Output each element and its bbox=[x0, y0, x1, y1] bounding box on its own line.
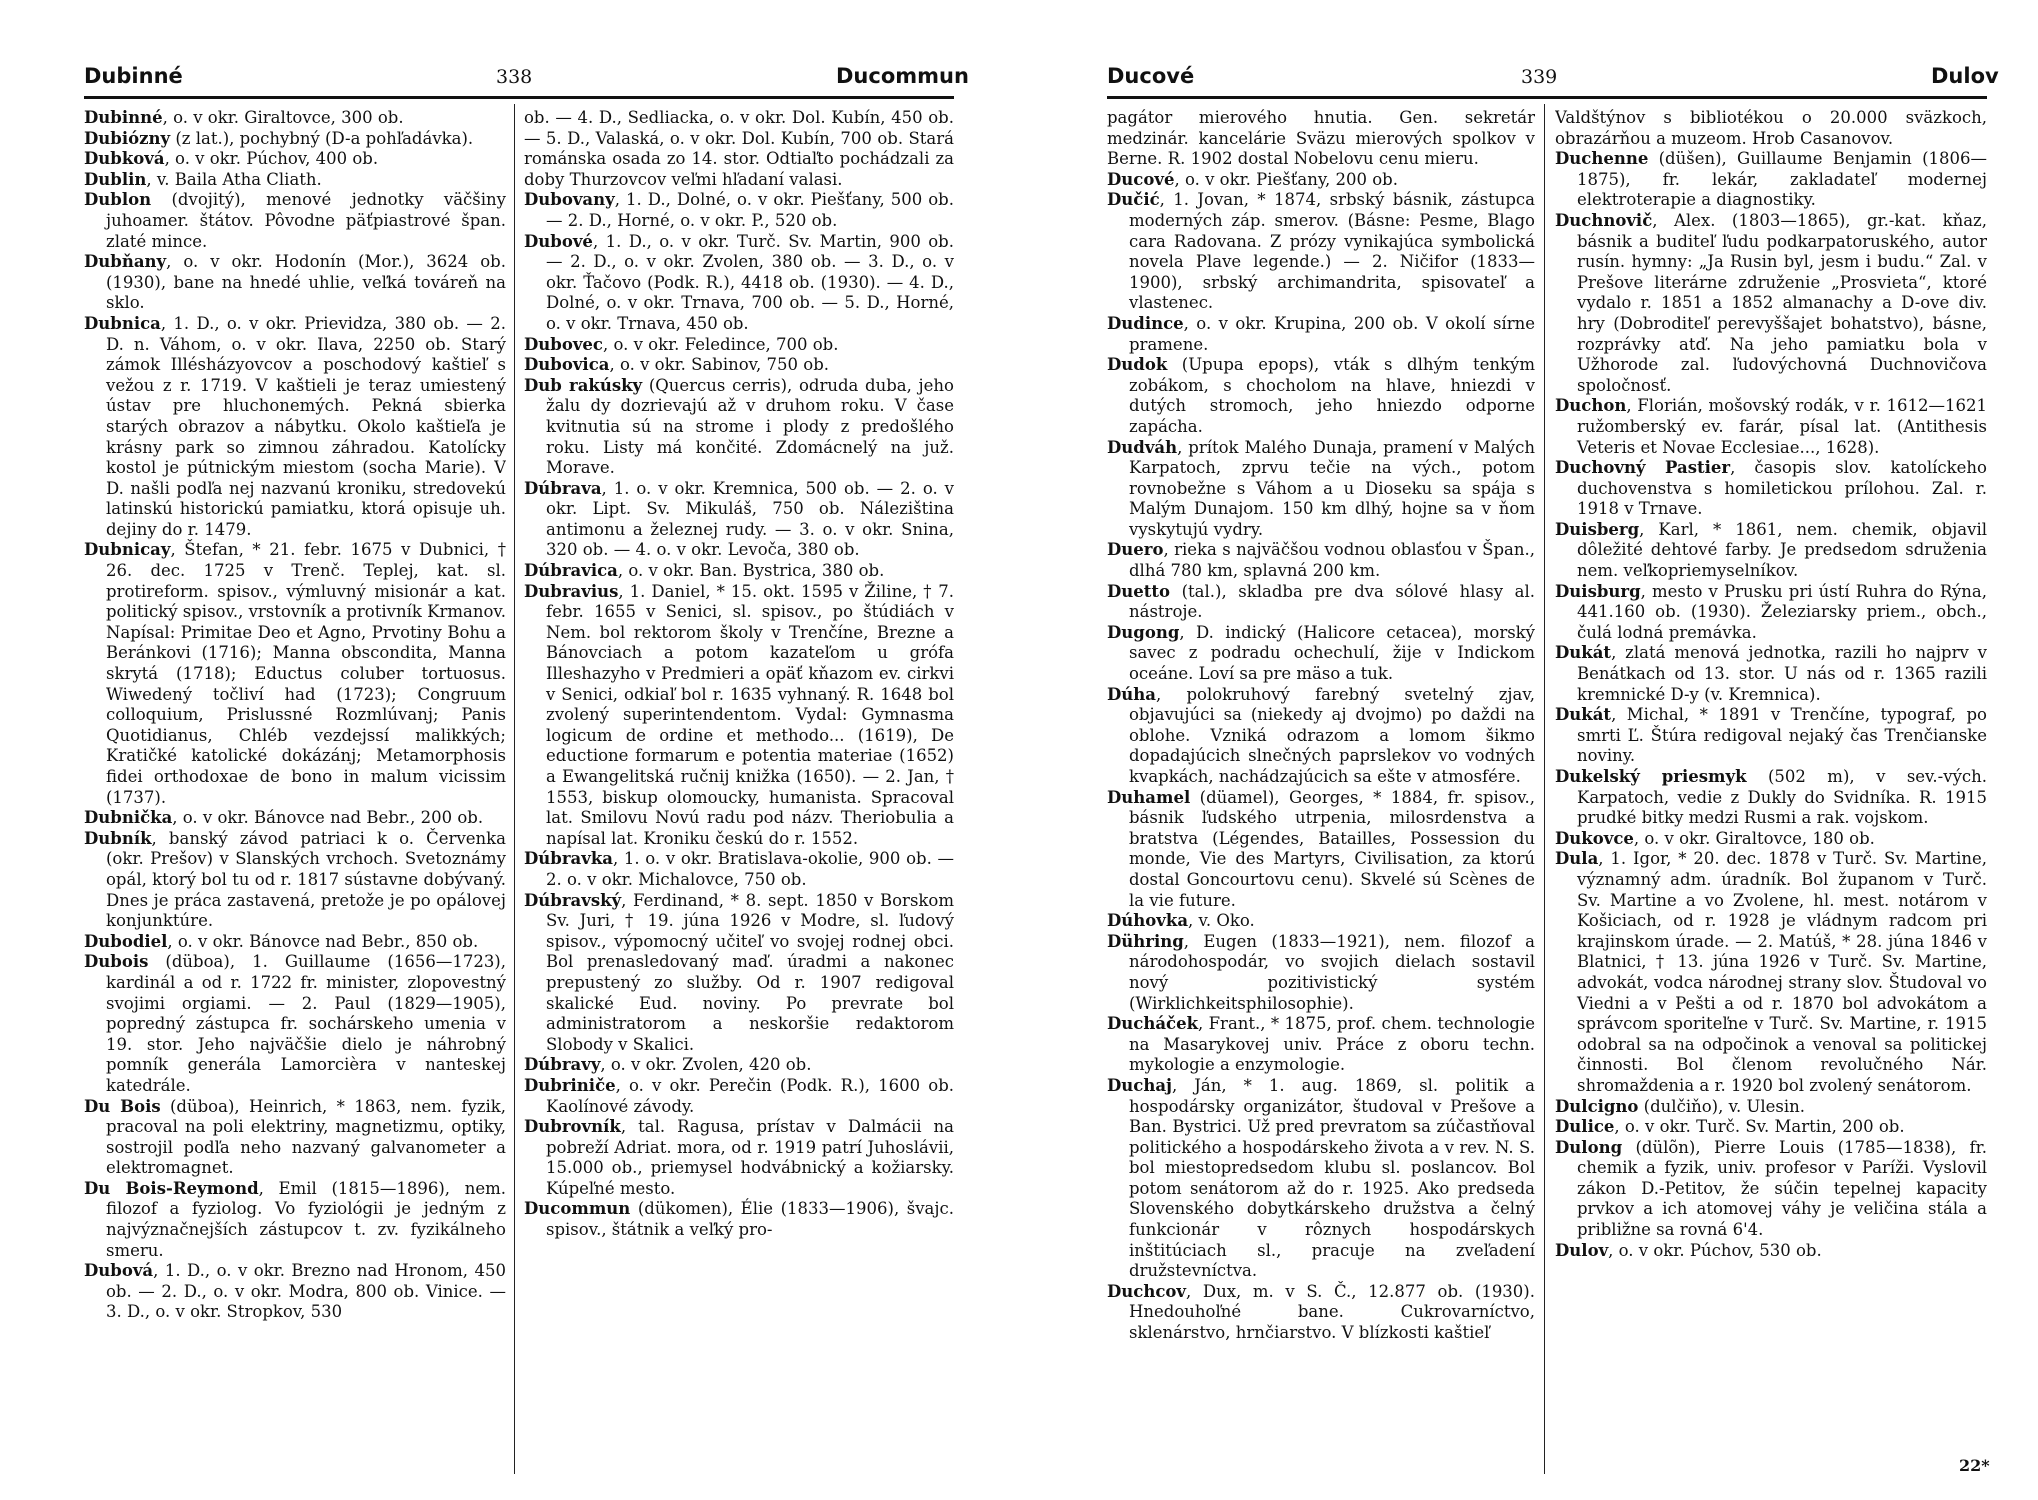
entry-text: , prítok Malého Dunaja, pramení v Malých Karpatoch, zprvu tečie na vých., potom rovnobežne s Váhom a u Dioseku sa spája s Malým Dunajom. 150 km dlhý, hojne sa v ňom vyskytujú vydry. bbox=[1129, 437, 1535, 539]
entry-text: , v. Oko. bbox=[1188, 911, 1255, 931]
entry-text: , Alex. (1803—1865), gr.-kat. kňaz, básnik a buditeľ ľudu podkarpatoruského, autor rusín. hymny: „Ja Rusin byl, jesm i budu.“ Zal. v Prešove literárne združenie „Prosvieta“, ktoré vydalo r. 1851 a 1852 almanachy a D-ove div. hry (Dobroditeľ perevyššajet bohatstvo), básne, rozprávky atď. Na jeho pamiatku bola v Užhorode zal. ľudovýchovná Duchnovičova spoločnosť. bbox=[1577, 210, 1987, 395]
entry bbox=[524, 376, 954, 479]
entry-headword: Ducháček bbox=[1107, 1014, 1199, 1034]
entry bbox=[84, 252, 506, 314]
entry bbox=[1555, 1117, 1987, 1138]
entry-text: (düboa), Heinrich, * 1863, nem. fyzik, pracoval na poli elektriny, magnetizmu, optiky, sostrojil podľa neho nazvaný galvanometer a elektromagnet. bbox=[106, 1096, 506, 1178]
entry-headword: Dučić bbox=[1107, 190, 1160, 210]
entry bbox=[1555, 849, 1987, 1096]
entry bbox=[1555, 705, 1987, 767]
entry bbox=[524, 479, 954, 561]
entry-headword: Duetto bbox=[1107, 581, 1171, 601]
entry bbox=[524, 232, 954, 335]
entry bbox=[524, 1199, 954, 1240]
entry-headword: Duchcov bbox=[1107, 1281, 1186, 1301]
entry bbox=[1555, 211, 1987, 396]
entry-text: , Eugen (1833—1921), nem. filozof a národohospodár, vo svojich dielach sostavil nový pozitivistický systém (Wirklichkeitsphilosophie). bbox=[1129, 931, 1535, 1013]
entry bbox=[84, 1097, 506, 1179]
entry bbox=[524, 561, 954, 582]
entry-text: (düamel), Georges, * 1884, fr. spisov., básnik ľudského utrpenia, milosrdenstva a bratstva (Légendes, Batailles, Possession du monde, Vie des Martyrs, Civilisation, za ktorú dostal Goncourtovu cenu). Skvelé sú Scènes de la vie future. bbox=[1129, 787, 1535, 910]
entry-text: (Quercus cerris), odruda duba, jeho žalu dy dozrievajú až v druhom roku. V čase kvitnutia sú na strome i plody z predošlého roku. Listy má končité. Zdomácnelý na juž. Morave. bbox=[546, 375, 954, 478]
entry bbox=[1107, 911, 1535, 932]
entry-text: (dülõn), Pierre Louis (1785—1838), fr. chemik a fyzik, univ. profesor v Paríži. Vyslovil zákon D.-Petitov, že súčin tepelnej kapacity prvkov a ich atomovej váhy je veličina stála a približne sa rovná 6'4. bbox=[1577, 1137, 1987, 1240]
entry-text: , o. v okr. Ban. Bystrica, 380 ob. bbox=[617, 561, 885, 581]
entry bbox=[1555, 396, 1987, 458]
entry-text: , rieka s najväčšou vodnou oblasťou v Špan., dlhá 780 km, splavná 200 km. bbox=[1129, 540, 1535, 581]
entry-headword: Ducommun bbox=[524, 1199, 631, 1219]
entry bbox=[524, 1055, 954, 1076]
entry-text: (tal.), skladba pre dva sólové hlasy al. nástroje. bbox=[1129, 581, 1535, 622]
entry-text: , zlatá menová jednotka, razili ho najprv v Benátkach od 13. stor. U nás od r. 1365 razili kremnické D-y (v. Kremnica). bbox=[1577, 643, 1987, 704]
entry-headword: Du Bois-Reymond bbox=[84, 1178, 259, 1198]
entry-headword: Dubois bbox=[84, 952, 149, 972]
entry-headword: Dubovany bbox=[524, 190, 615, 210]
entry-text: , o. v okr. Giraltovce, 300 ob. bbox=[162, 108, 404, 127]
entry-headword: Dublin bbox=[84, 169, 147, 189]
entry bbox=[84, 190, 506, 252]
entry-headword: Dubiózny bbox=[84, 128, 171, 148]
entry-text: (düšen), Guillaume Benjamin (1806—1875), fr. lekár, zakladateľ modernej elektroterapie a diagnostiky. bbox=[1577, 149, 1987, 210]
entry-text: , o. v okr. Hodonín (Mor.), 3624 ob. (1930), bane na hnedé uhlie, veľká továreň na sklo. bbox=[106, 252, 506, 313]
entry-headword: Dubová bbox=[84, 1261, 154, 1281]
entry-headword: Dulov bbox=[1555, 1240, 1609, 1260]
entry-headword: Dühring bbox=[1107, 931, 1184, 951]
entry bbox=[84, 829, 506, 932]
entry-headword: Dubovec bbox=[524, 334, 603, 354]
entry-headword: Duchovný Pastier bbox=[1555, 458, 1731, 478]
entry-text: (dükomen), Élie (1833—1906), švajc. spisov., štátnik a veľký pro- bbox=[546, 1199, 954, 1240]
entry-headword: Duchenne bbox=[1555, 149, 1649, 169]
entry-headword: Dubravius bbox=[524, 581, 619, 601]
column-divider bbox=[1544, 104, 1545, 1474]
entry-text: , Emil (1815—1896), nem. filozof a fyziolog. Vo fyziológii je jedným z najvýznačnejších zástupcov t. zv. fyzikálneho smeru. bbox=[106, 1178, 506, 1260]
entry bbox=[524, 108, 954, 190]
entry-text: , časopis slov. katolíckeho duchovenstva s homiletickou prílohou. Zal. r. 1918 v Trnave. bbox=[1577, 458, 1987, 519]
entry bbox=[524, 335, 954, 356]
header-rule bbox=[84, 96, 954, 99]
entry bbox=[84, 540, 506, 808]
entry-text: (z lat.), pochybný (D-a pohľadávka). bbox=[170, 128, 474, 148]
entry bbox=[1555, 643, 1987, 705]
entry-headword: Dukovce bbox=[1555, 828, 1634, 848]
entry bbox=[1555, 829, 1987, 850]
entry-text: , Dux, m. v S. Č., 12.877 ob. (1930). Hnedouhoľné bane. Cukrovarníctvo, sklenárstvo, hrnčiarstvo. V blízkosti kaštieľ bbox=[1129, 1281, 1535, 1343]
entry-text: , v. Baila Atha Cliath. bbox=[146, 169, 322, 189]
text-column-1 bbox=[1107, 108, 1535, 1478]
entry-headword: Dukát bbox=[1555, 643, 1612, 663]
entry-headword: Dukelský priesmyk bbox=[1555, 767, 1747, 786]
entry-headword: Dubnica bbox=[84, 313, 161, 333]
entry-text: , 1. D., o. v okr. Brezno nad Hronom, 450 ob. — 2. D., o. v okr. Modra, 800 ob. Vinice. — 3. D., o. v okr. Stropkov, 530 bbox=[106, 1261, 506, 1322]
entry-text: , 1. o. v okr. Bratislava-okolie, 900 ob. — 2. o. v okr. Michalovce, 750 ob. bbox=[546, 849, 954, 889]
entry-headword: Dúha bbox=[1107, 684, 1156, 704]
entry-headword: Dukát bbox=[1555, 705, 1612, 725]
entry-text: Valdštýnov s bibliotékou o 20.000 sväzkoch, obrazárňou a muzeom. Hrob Casanovov. bbox=[1555, 108, 1987, 148]
entry-text: , 1. D., o. v okr. Turč. Sv. Martin, 900 ob. — 2. D., o. v okr. Zvolen, 380 ob. — 3. D., o. v okr. Ťačovo (Podk. R.), 4418 ob. (1930). — 4. D., Dolné, o. v okr. Trnava, 700 ob. — 5. D., Horné, o. v okr. Trnava, 450 ob. bbox=[546, 231, 954, 333]
entry-text: , o. v okr. Púchov, 530 ob. bbox=[1608, 1240, 1822, 1260]
entry bbox=[84, 149, 506, 170]
entry-text: , 1. D., o. v okr. Prievidza, 380 ob. — 2. D. n. Váhom, o. v okr. Ilava, 2250 ob. Starý zámok Illésházyovcov a poschodový kaštieľ s vežou z r. 1719. V kaštieli je teraz umiestený ústav pre hluchonemých. Pekná sbierka starých obrazov a nábytku. Okolo kaštieľa je krásny park so zimnou záhradou. Katolícky kostol je pútnickým miestom (socha Marie). V D. našli podľa nej nazvanú kroniku, stredovekú latinskú historickú pamiatku, ktorá opisuje uh. dejiny do r. 1479. bbox=[106, 313, 506, 539]
entry-text: , o. v okr. Krupina, 200 ob. V okolí sírne pramene. bbox=[1129, 313, 1535, 354]
entry-text: ob. — 4. D., Sedliacka, o. v okr. Dol. Kubín, 450 ob. — 5. D., Valaská, o. v okr. Dol. Kubín, 700 ob. Stará románska osada zo 14. stor. Odtiaľto pochádzali za doby Thurzovcov veľmi hľadaní valasi. bbox=[524, 108, 954, 189]
entry bbox=[1107, 314, 1535, 355]
entry-text: , o. v okr. Púchov, 400 ob. bbox=[164, 149, 379, 169]
entry-headword: Dubové bbox=[524, 231, 593, 251]
entry-text: (Upupa epops), vták s dlhým tenkým zobákom, s chocholom na hlave, hniezdi v dutých stromoch, jeho hniezdo odporne zapácha. bbox=[1129, 355, 1535, 436]
entry bbox=[1555, 1241, 1987, 1262]
entry-text: , o. v okr. Bánovce nad Bebr., 850 ob. bbox=[167, 931, 479, 951]
entry-headword: Dudok bbox=[1107, 355, 1168, 375]
entry-text: , D. indický (Halicore cetacea), morský savec z podradu ochechulí, žije v Indickom oceáne. Loví sa pre mäso a tuk. bbox=[1129, 622, 1535, 684]
entry-text: (düboa), 1. Guillaume (1656—1723), kardinál a od r. 1722 fr. minister, zlopovestný svojimi orgiami. — 2. Paul (1829—1905), popredný zástupca fr. sochárskeho umenia v 19. stor. Jeho najväčšie dielo je náhrobný pomník generála Lamorcièra v nanteskej katedrále. bbox=[106, 952, 506, 1095]
entry-text: , o. v okr. Bánovce nad Bebr., 200 ob. bbox=[172, 808, 484, 828]
entry-headword: Dublon bbox=[84, 190, 152, 210]
entry bbox=[1555, 1138, 1987, 1241]
page-number: 338 bbox=[496, 66, 533, 88]
entry bbox=[84, 108, 506, 129]
entry-headword: Dub rakúsky bbox=[524, 375, 643, 395]
entry bbox=[1555, 520, 1987, 582]
entry bbox=[1107, 170, 1535, 191]
column-divider bbox=[514, 104, 515, 1474]
entry bbox=[84, 1261, 506, 1323]
entry-text: , banský závod patriaci k o. Červenka (okr. Prešov) v Slanských vrchoch. Svetoznámy opál, ktorý bol tu od r. 1817 sústavne dobývaný. Dnes je práca zastavená, pretože je po opálovej konjunktúre. bbox=[106, 828, 506, 931]
entry bbox=[1107, 932, 1535, 1014]
running-head-right: Dulov bbox=[1931, 64, 1999, 88]
entry-headword: Dúbravy bbox=[524, 1055, 601, 1075]
entry bbox=[1107, 623, 1535, 685]
entry-text: , 1. Igor, * 20. dec. 1878 v Turč. Sv. Martine, významný adm. úradník. Bol županom v Turč. Sv. Martine a vo Zvolene, hl. mest. notárom v Košiciach, od r. 1928 je vládnym radcom pri krajinskom úrade. — 2. Matúš, * 28. júna 1846 v Blatnici, † 13. júna 1926 v Turč. Sv. Martine, advokát, vodca národnej strany slov. Študoval vo Viedni a v Pešti a od r. 1870 bol advokátom a správcom sporiteľne v Turč. Sv. Martine, r. 1915 odobral sa na odpočinok a venoval sa politickej činnosti. Bol členom revolučného Nár. shromaždenia a r. 1920 bol zvolený senátorom. bbox=[1577, 849, 1987, 1095]
entry-text: , Frant., * 1875, prof. chem. technologie na Masarykovej univ. Práce z oboru techn. mykologie a enzymologie. bbox=[1129, 1014, 1535, 1075]
entry bbox=[1107, 1076, 1535, 1282]
entry-headword: Dubovica bbox=[524, 355, 610, 375]
entry bbox=[84, 1179, 506, 1261]
entry-headword: Dúbravica bbox=[524, 561, 618, 581]
running-head-left: Ducové bbox=[1107, 64, 1195, 88]
entry-text: , polokruhový farebný svetelný zjav, objavujúci sa (niekedy aj dvojmo) po daždi na oblohe. Vzniká odrazom a lomom šikmo dopadajúcich slnečných paprslekov vo vodných kvapkách, nachádzajúcich sa ešte v atmosfére. bbox=[1129, 684, 1535, 786]
page-number: 339 bbox=[1521, 66, 1558, 88]
entry-text: , o. v okr. Turč. Sv. Martin, 200 ob. bbox=[1614, 1117, 1905, 1137]
entry-headword: Dulice bbox=[1555, 1117, 1615, 1137]
entry-text: , Michal, * 1891 v Trenčíne, typograf, po smrti Ľ. Štúra redigoval nejaký čas Trenčianske noviny. bbox=[1577, 705, 1987, 766]
entry-headword: Dulong bbox=[1555, 1137, 1623, 1157]
entry-text: , o. v okr. Giraltovce, 180 ob. bbox=[1633, 828, 1875, 848]
entry-text: , tal. Ragusa, prístav v Dalmácii na pobreží Adriat. mora, od r. 1919 patrí Juhoslávii, 15.000 ob., priemysel hodvábnický a kožiarsky. Kúpeľné mesto. bbox=[546, 1117, 954, 1198]
entry bbox=[524, 190, 954, 231]
entry-headword: Dudince bbox=[1107, 313, 1184, 333]
entry-headword: Dula bbox=[1555, 849, 1599, 869]
entry-headword: Dubinné bbox=[84, 108, 163, 127]
entry-text: , mesto v Prusku pri ústí Ruhra do Rýna, 441.160 ob. (1930). Železiarsky priem., obch., čulá lodná premávka. bbox=[1577, 581, 1987, 642]
entry bbox=[1555, 1097, 1987, 1118]
entry-headword: Dubrovník bbox=[524, 1117, 621, 1137]
entry bbox=[84, 952, 506, 1096]
entry bbox=[524, 1117, 954, 1199]
entry-text: (dvojitý), menové jednotky väčšiny juhoamer. štátov. Pôvodne päťpiastrové špan. zlaté mince. bbox=[106, 190, 506, 251]
entry-text: (dulčiňo), v. Ulesin. bbox=[1638, 1096, 1806, 1116]
entry bbox=[524, 849, 954, 890]
entry-headword: Dubodiel bbox=[84, 931, 168, 951]
entry-text: , 1. Daniel, * 15. okt. 1595 v Žiline, † 7. febr. 1655 v Senici, sl. spisov., po štúdiách v Nem. bol rektorom školy v Trenčíne, Brezne a Bánovciach a potom kazateľom u grófa Illeshazyho v Predmieri a opäť kňazom ev. cirkvi v Senici, odkiaľ bol r. 1635 vyhnaný. R. 1648 bol zvolený superintendentom. Vydal: Gymnasma logicum de ordine et methodo... (1619), De eductione formarum e potentia materiae (1652) a Ewangelitská ručnij knižka (1650). — 2. Jan, † 1553, biskup olomoucky, humanista. Spracoval lat. Smilovu Novú radu pod názv. Theriobulia a napísal lat. Kroniku českú do r. 1552. bbox=[546, 581, 954, 848]
right-page bbox=[1019, 0, 2038, 1500]
entry-text: (502 m), v sev.-vých. Karpatoch, vedie z Dukly do Svidníka. R. 1915 prudké bitky medzi Rusmi a rak. vojskom. bbox=[1577, 767, 1987, 828]
text-column-1 bbox=[84, 108, 506, 1478]
entry-text: , Florián, mošovský rodák, v r. 1612—1621 ružomberský ev. farár, písal lat. (Antithesis Veteris et Novae Ecclesiae..., 1628). bbox=[1577, 396, 1987, 457]
entry bbox=[1555, 458, 1987, 520]
entry-headword: Dubnicay bbox=[84, 540, 171, 560]
entry bbox=[1107, 190, 1535, 314]
text-column-2 bbox=[524, 108, 954, 1478]
entry bbox=[1107, 1014, 1535, 1076]
entry-headword: Duchaj bbox=[1107, 1075, 1173, 1095]
entry-headword: Dubnička bbox=[84, 808, 173, 828]
entry-text: pagátor mierového hnutia. Gen. sekretár medzinár. kancelárie Sväzu mierových spolkov v Berne. R. 1902 dostal Nobelovu cenu mieru. bbox=[1107, 108, 1535, 169]
entry bbox=[1107, 685, 1535, 788]
entry-headword: Du Bois bbox=[84, 1096, 161, 1116]
header-rule bbox=[1107, 96, 1987, 99]
running-head-right: Ducommun bbox=[836, 64, 969, 88]
entry bbox=[84, 314, 506, 541]
entry bbox=[1107, 438, 1535, 541]
entry-headword: Duisberg bbox=[1555, 519, 1640, 539]
entry bbox=[1555, 767, 1987, 829]
entry bbox=[524, 891, 954, 1056]
entry-headword: Duchon bbox=[1555, 396, 1627, 416]
entry bbox=[524, 1076, 954, 1117]
entry bbox=[1555, 149, 1987, 211]
entry-text: , Ján, * 1. aug. 1869, sl. politik a hospodársky organizátor, študoval v Prešove a Ban. Bystrici. Už pred prevratom sa zúčastňoval politického a hospodárskeho života a v rev. N. S. bol miestopredsedom klubu sl. poslancov. Bol potom senátorom až do r. 1925. Ako predseda Slovenského dobytkárskeho družstva a čelný funkcionár v rôznych hospodárskych inštitúciach sl., pracuje na zveľadení družstevníctva. bbox=[1129, 1075, 1535, 1281]
entry-headword: Ducové bbox=[1107, 169, 1175, 189]
entry-text: , o. v okr. Sabinov, 750 ob. bbox=[609, 355, 830, 375]
entry bbox=[84, 932, 506, 953]
entry-headword: Dugong bbox=[1107, 622, 1180, 642]
entry bbox=[524, 355, 954, 376]
entry-headword: Dudváh bbox=[1107, 437, 1178, 457]
entry-headword: Duero bbox=[1107, 540, 1164, 560]
entry bbox=[524, 582, 954, 850]
entry bbox=[84, 129, 506, 150]
entry-text: , o. v okr. Zvolen, 420 ob. bbox=[600, 1055, 812, 1075]
entry-headword: Duchnovič bbox=[1555, 210, 1653, 230]
entry bbox=[1107, 1282, 1535, 1344]
entry bbox=[1107, 355, 1535, 437]
signature-mark: 22* bbox=[1959, 1456, 1990, 1475]
entry bbox=[1107, 540, 1535, 581]
entry-headword: Dúbravský bbox=[524, 890, 622, 910]
entry bbox=[1107, 788, 1535, 912]
text-column-2 bbox=[1555, 108, 1987, 1448]
entry-text: , 1. Jovan, * 1874, srbský básnik, zástupca moderných záp. smerov. (Básne: Pesme, Blago cara Radovana. Z prózy vynikajúca symbolická novela Plave legende.) — 2. Ničifor (1833—1900), srbský archimandrita, spisovateľ a vlastenec. bbox=[1129, 190, 1535, 313]
entry-headword: Duisburg bbox=[1555, 581, 1641, 601]
entry bbox=[84, 170, 506, 191]
entry bbox=[1555, 582, 1987, 644]
entry bbox=[1107, 108, 1535, 170]
entry bbox=[1555, 108, 1987, 149]
entry-text: , o. v okr. Perečin (Podk. R.), 1600 ob. Kaolínové závody. bbox=[546, 1075, 954, 1116]
entry-text: , o. v okr. Piešťany, 200 ob. bbox=[1174, 169, 1398, 189]
entry-text: , Štefan, * 21. febr. 1675 v Dubnici, † 26. dec. 1725 v Trenč. Teplej, kat. sl. protireform. spisov., výmluvný misionár a kat. politický spisov., vrstovník a protivník Krmanov. Napísal: Primitae Deo et Agno, Prvotiny Bohu a Beránkovi (1716); Manna obscondita, Manna skrytá (1718); Eductus coluber tortuosus. Wiwedený točliví had (1723); Congruum colloquium, Prislussné Rozmlúvanj; Panis Quotidianus, Chléb vezdejssí malikkých; Kratičké katolické dokázánj; Metamorphosis fidei orthodoxae de bono in malum vicissim (1737). bbox=[106, 540, 506, 807]
entry-text: , 1. D., Dolné, o. v okr. Piešťany, 500 ob. — 2. D., Horné, o. v okr. P., 520 ob. bbox=[546, 190, 954, 230]
entry-text: , 1. o. v okr. Kremnica, 500 ob. — 2. o. v okr. Lipt. Sv. Mikuláš, 750 ob. Náleziština antimonu a železnej rudy. — 3. o. v okr. Snina, 320 ob. — 4. o. v okr. Levoča, 380 ob. bbox=[546, 478, 954, 560]
entry-text: , o. v okr. Feledince, 700 ob. bbox=[602, 334, 839, 354]
entry-headword: Dulcigno bbox=[1555, 1096, 1639, 1116]
entry-headword: Dúbrava bbox=[524, 478, 602, 498]
entry-text: , Ferdinand, * 8. sept. 1850 v Borskom Sv. Juri, † 19. júna 1926 v Modre, sl. ľudový spisov., výpomocný učiteľ vo svojej rodnej obci. Bol prenasledovaný maď. úradmi a nakonec prepustený zo služby. Od r. 1907 redigoval skalické Eud. noviny. Po prevrate bol administratorom a neskoršie redaktorom Slobody v Skalici. bbox=[546, 890, 954, 1054]
entry bbox=[84, 808, 506, 829]
entry-headword: Dubňany bbox=[84, 252, 167, 272]
running-head-left: Dubinné bbox=[84, 64, 183, 88]
entry-headword: Dubriniče bbox=[524, 1075, 616, 1095]
entry-headword: Dúhovka bbox=[1107, 911, 1189, 931]
entry-headword: Duhamel bbox=[1107, 787, 1191, 807]
entry-text: , Karl, * 1861, nem. chemik, objavil dôležité dehtové farby. Je predsedom sdruženia nem. veľkopriemyselníkov. bbox=[1577, 519, 1987, 581]
entry-headword: Dubková bbox=[84, 149, 165, 169]
entry-headword: Dubník bbox=[84, 828, 152, 848]
entry bbox=[1107, 582, 1535, 623]
entry-headword: Dúbravka bbox=[524, 849, 613, 869]
